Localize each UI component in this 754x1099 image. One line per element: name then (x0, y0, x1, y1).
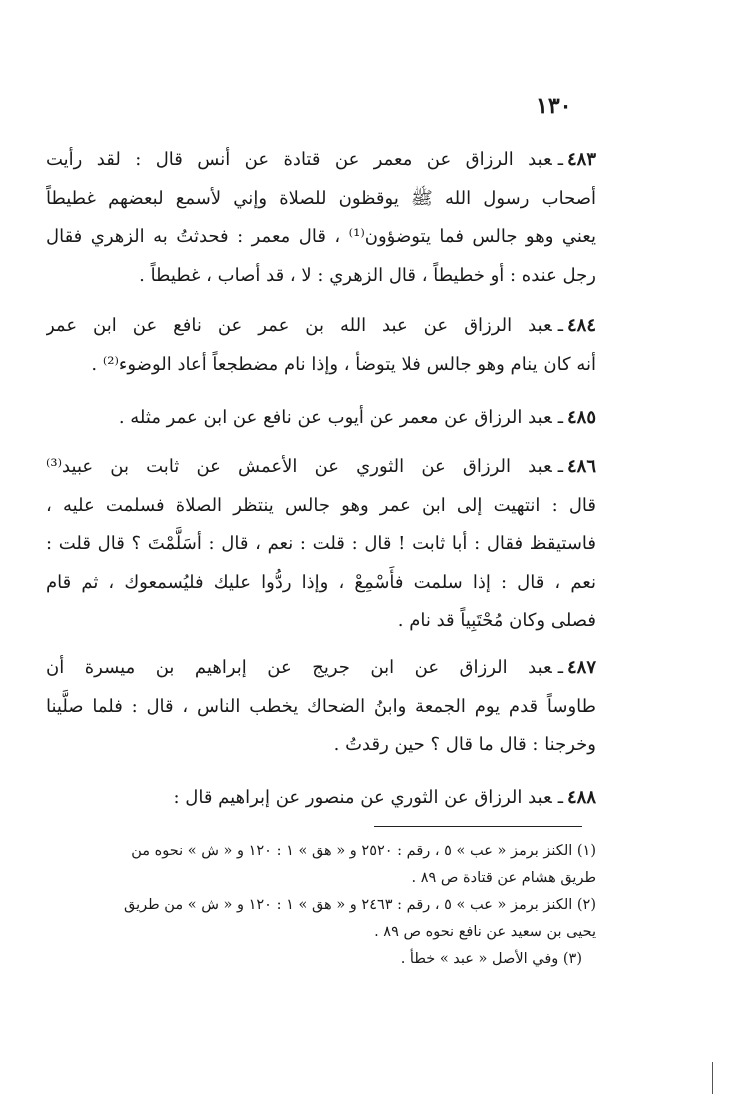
hadith-text-line: يعني وهو جالس فما يتوضؤون⁽¹⁾ ، قال معمر : فحدثتُ به الزهري فقال (46, 226, 596, 247)
footnote-line: طريق هشام عن قتادة ص ٨٩ . (411, 870, 596, 886)
hadith-separator: ـ (557, 315, 563, 336)
footnote-line: (٣) وفي الأصل « عبد » خطأ . (400, 951, 582, 967)
hadith-486 (46, 448, 596, 641)
hadith-separator: ـ (557, 407, 563, 428)
hadith-text-line: عبد الرزاق عن الثوري عن الأعمش عن ثابت بن عبيد⁽³⁾ (46, 456, 552, 477)
page-number: ١٣٠ (536, 93, 572, 119)
footnote-line: يحيى بن سعيد عن نافع نحوه ص ٨٩ . (374, 924, 596, 940)
hadith-separator: ـ (557, 149, 563, 170)
hadith-text-line: طاوساً قدم يوم الجمعة وابنُ الضحاك يخطب الناس ، قال : فلما صلَّينا (46, 695, 596, 717)
hadith-text-line: وخرجنا : قال ما قال ؟ حين رقدتُ . (333, 734, 596, 755)
hadith-number: ٤٨٦ (566, 456, 596, 477)
hadith-text-line: نعم ، قال : إذا سلمت فأَسْمِعْ ، وإذا ردُّوا عليك فليُسمعوك ، ثم قام (46, 571, 596, 593)
hadith-number: ٤٨٣ (566, 149, 596, 170)
footnote-line: (٢) الكنز برمز « عب » ٥ ، رقم : ٢٤٦٣ و « هق » ١ : ١٢٠ و « ش » من طريق (124, 897, 596, 913)
hadith-number: ٤٨٧ (566, 657, 596, 678)
margin-mark (712, 1062, 713, 1094)
hadith-number: ٤٨٨ (566, 787, 596, 808)
hadith-487 (46, 649, 596, 765)
hadith-text-line: أنه كان ينام وهو جالس فلا يتوضأ ، وإذا نام مضطجعاً أعاد الوضوء⁽²⁾ . (91, 353, 596, 375)
hadith-484 (46, 307, 596, 384)
hadith-text-line: رجل عنده : أو خطيطاً ، قال الزهري : لا ، قد أصاب ، غطيطاً . (139, 264, 596, 286)
hadith-text-line: فاستيقظ فقال : أبا ثابت ! قال : قلت : نعم ، قال : أسَلَّمْتَ ؟ قال قلت : (46, 533, 596, 554)
hadith-separator: ـ (557, 657, 563, 678)
hadith-text-line: فصلى وكان مُحْتَبِياً قد نام . (397, 610, 596, 631)
hadith-485 (46, 399, 596, 438)
hadith-text-line: عبد الرزاق عن الثوري عن منصور عن إبراهيم قال : (173, 787, 552, 808)
hadith-text-line: عبد الرزاق عن ابن جريج عن إبراهيم بن ميسرة أن (46, 657, 552, 678)
hadith-number: ٤٨٤ (566, 315, 596, 336)
hadith-488 (46, 779, 596, 818)
hadith-text-line: عبد الرزاق عن معمر عن قتادة عن أنس قال : لقد رأيت (46, 149, 552, 170)
hadith-number: ٤٨٥ (566, 407, 596, 428)
footnote-line: (١) الكنز برمز « عب » ٥ ، رقم : ٢٥٢٠ و « هق » ١ : ١٢٠ و « ش » نحوه من (131, 843, 596, 859)
hadith-text-line: أصحاب رسول الله ﷺ يوقظون للصلاة وإني لأسمع لبعضهم غطيطاً (46, 187, 596, 209)
hadith-483 (46, 141, 596, 295)
footnote-divider (374, 826, 582, 827)
footnotes (46, 838, 596, 973)
hadith-text-line: قال : انتهيت إلى ابن عمر وهو جالس ينتظر الصلاة فسلمت عليه ، (46, 494, 596, 516)
hadith-text-line: عبد الرزاق عن عبد الله بن عمر عن نافع عن ابن عمر (46, 315, 552, 336)
hadith-separator: ـ (557, 787, 563, 808)
hadith-separator: ـ (557, 456, 563, 477)
hadith-text-line: عبد الرزاق عن معمر عن أيوب عن نافع عن ابن عمر مثله . (118, 407, 552, 428)
